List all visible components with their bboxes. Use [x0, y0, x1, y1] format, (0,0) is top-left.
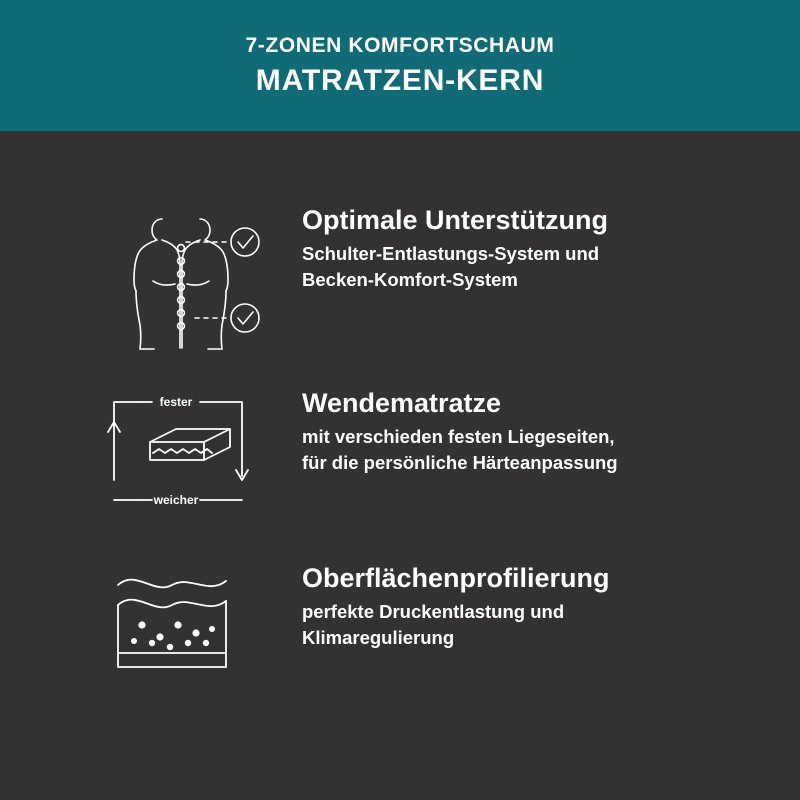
feature-title: Optimale Unterstützung	[302, 205, 609, 235]
feature-text	[280, 559, 720, 650]
feature-item	[100, 384, 720, 519]
feature-line: Schulter-Entlastungs-System und	[302, 243, 600, 265]
icon-label-top: fester	[159, 395, 193, 409]
turnable-mattress-icon	[100, 384, 280, 519]
body-zones-icon	[100, 201, 280, 361]
feature-text	[280, 384, 720, 475]
header-banner	[0, 0, 800, 131]
features-list	[0, 131, 800, 800]
feature-line: Becken-Komfort-System	[302, 268, 518, 290]
surface-profile-icon	[100, 559, 280, 699]
header-title: MATRATZEN-KERN	[255, 63, 545, 97]
feature-item	[100, 201, 720, 361]
feature-title: Wendematratze	[302, 388, 502, 418]
feature-line: perfekte Druckentlastung und	[302, 601, 565, 623]
feature-line: mit verschieden festen Liegeseiten,	[302, 426, 615, 448]
header-subtitle: 7-ZONEN KOMFORTSCHAUM	[245, 34, 555, 58]
feature-text	[280, 201, 720, 292]
feature-line: Klimaregulierung	[302, 626, 455, 648]
icon-label-bottom: weicher	[153, 493, 199, 507]
feature-title: Oberflächenprofilierung	[302, 563, 610, 593]
feature-line: für die persönliche Härteanpassung	[302, 451, 618, 473]
feature-item	[100, 559, 720, 699]
